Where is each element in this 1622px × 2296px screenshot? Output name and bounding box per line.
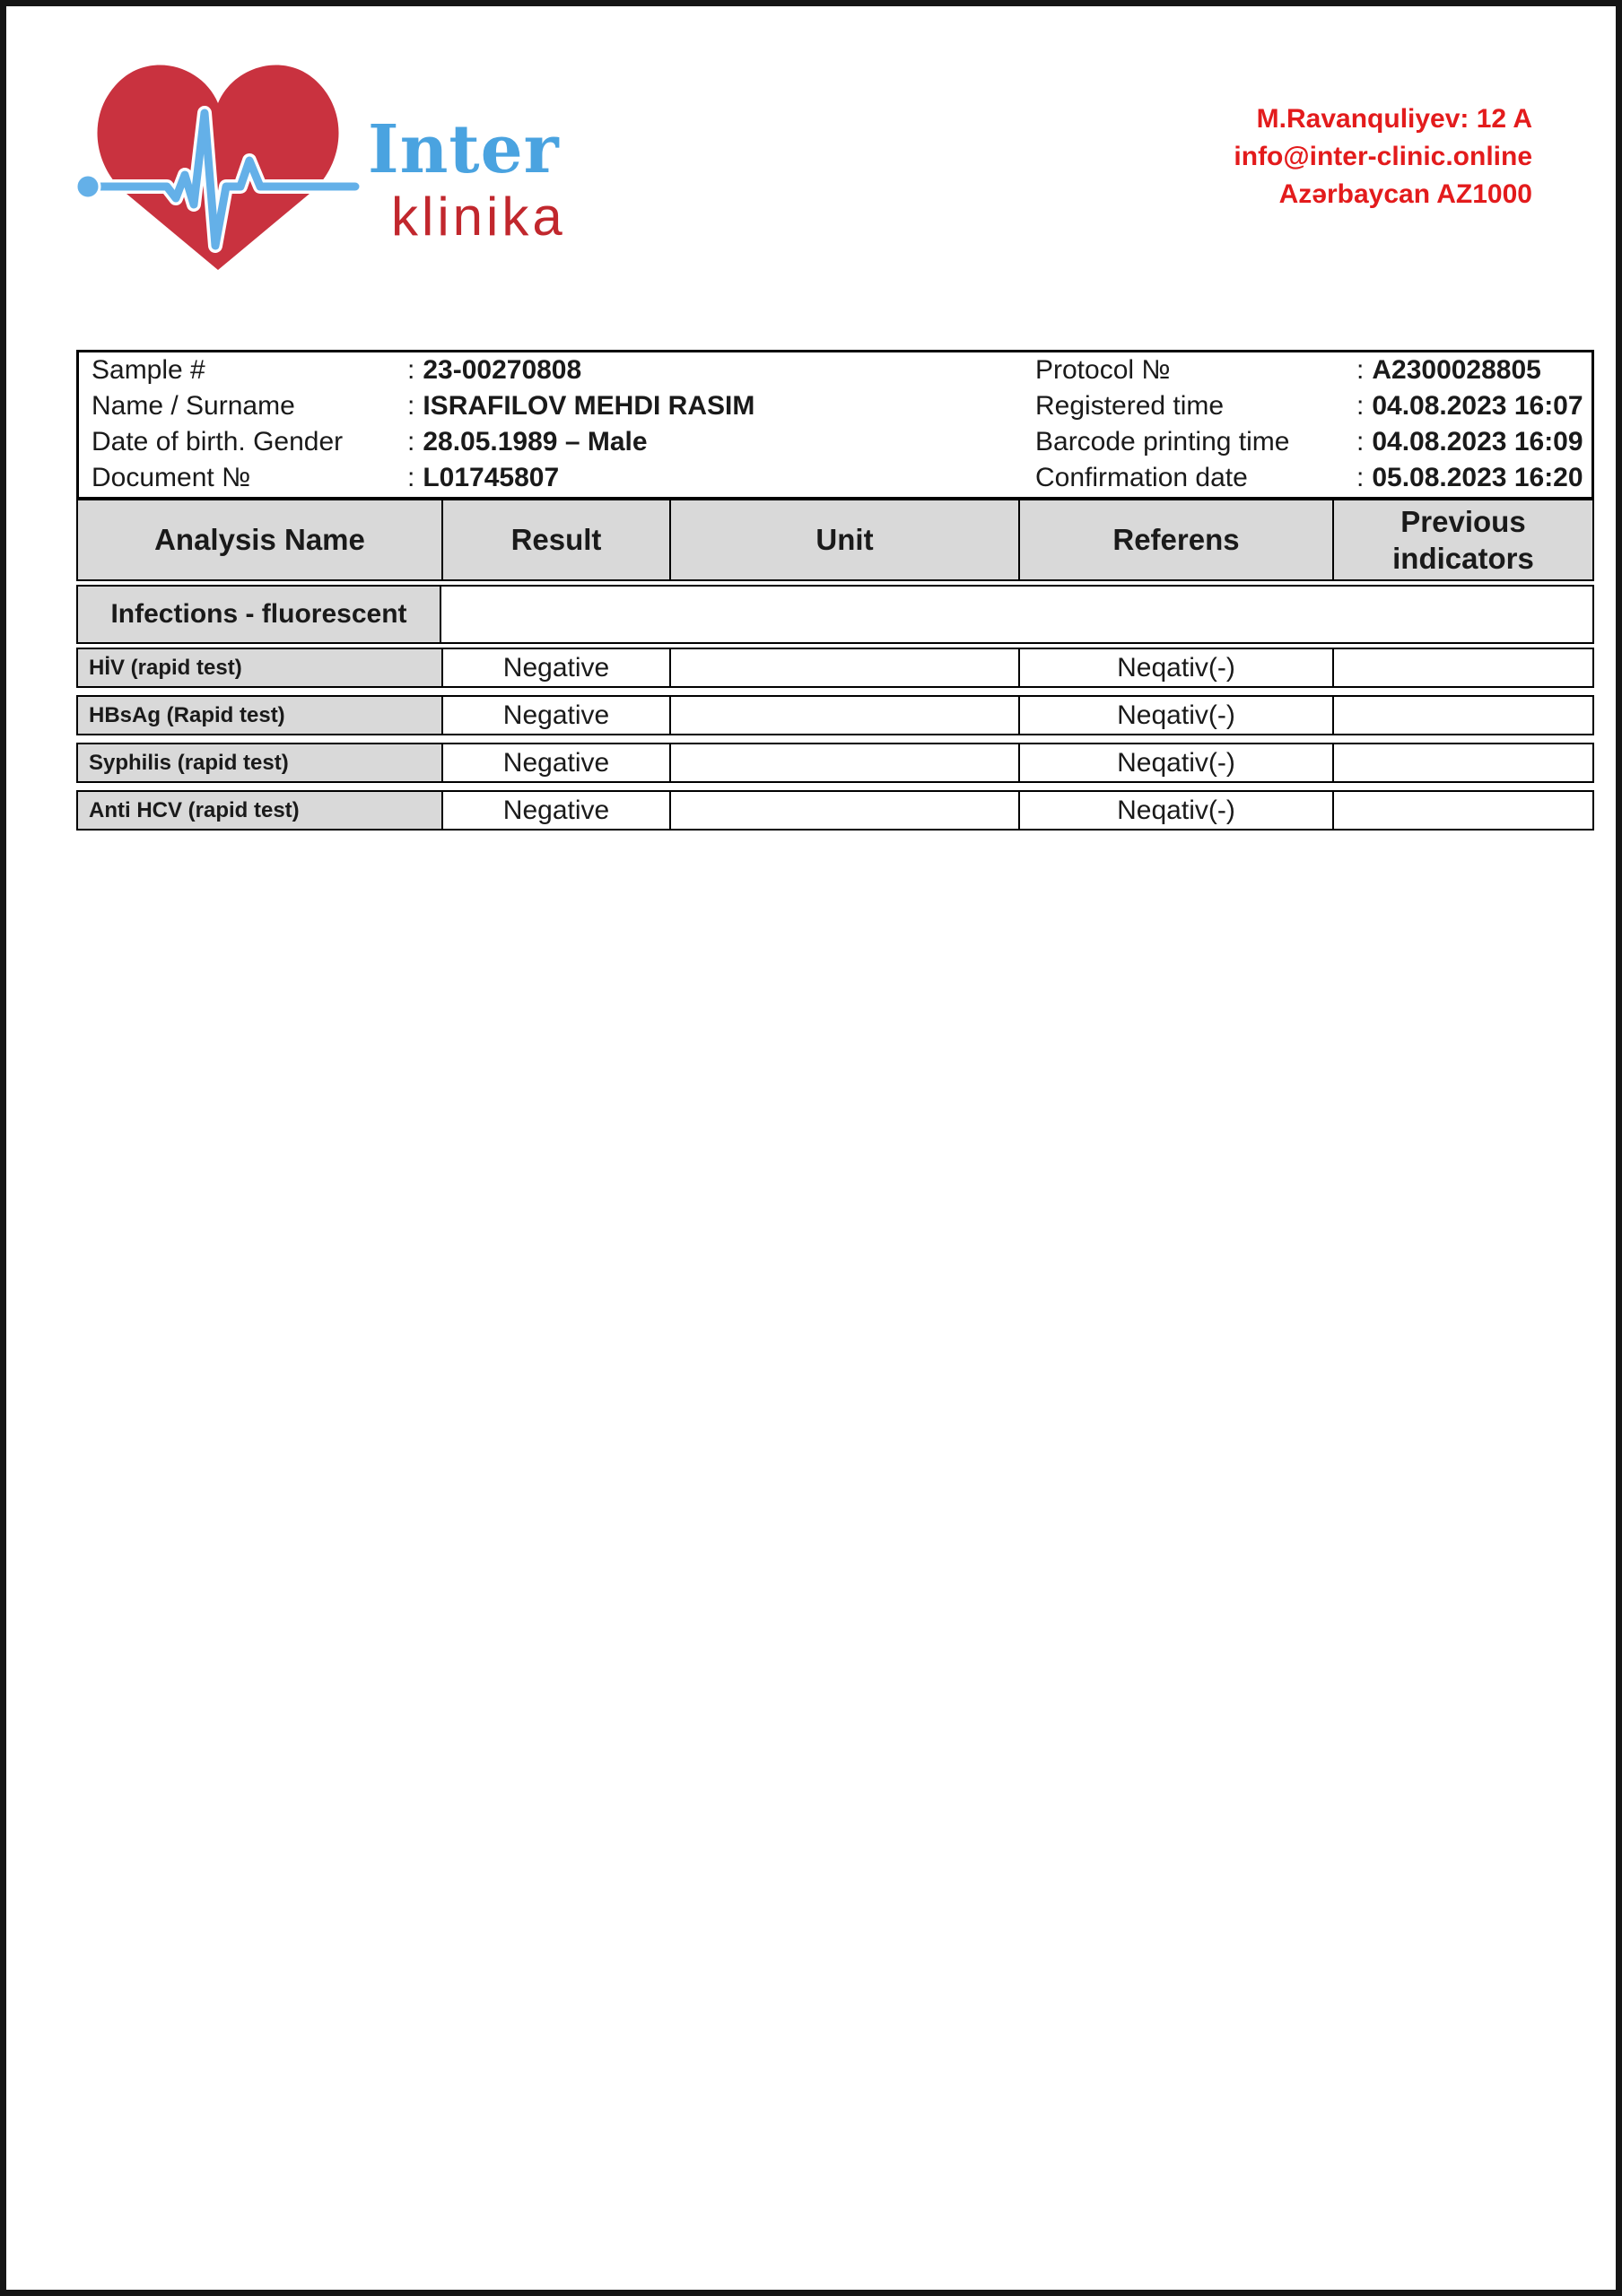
table-row — [76, 695, 1594, 735]
column-header-referens: Referens — [1018, 500, 1332, 579]
registered-time-label: Registered time — [1035, 391, 1225, 421]
result-cell: Negative — [441, 697, 669, 734]
protocol-number-label: Protocol № — [1035, 355, 1171, 385]
clinic-logo — [70, 52, 566, 276]
sample-number-text: 23-00270808 — [423, 355, 582, 385]
barcode-time-value — [1356, 427, 1591, 457]
previous-indicators-cell — [1332, 744, 1592, 781]
contact-address-line: M.Ravanquliyev: 12 A — [1256, 104, 1532, 134]
results-table-header — [76, 499, 1594, 581]
analysis-name-cell: HİV (rapid test) — [78, 649, 441, 686]
registered-time-value — [1356, 391, 1591, 422]
unit-cell — [669, 744, 1018, 781]
unit-cell — [669, 697, 1018, 734]
previous-indicators-cell — [1332, 697, 1592, 734]
column-header-result: Result — [441, 500, 669, 579]
section-row-empty-area — [441, 587, 1592, 642]
analysis-name-cell: HBsAg (Rapid test) — [78, 697, 441, 734]
document-number-text: L01745807 — [423, 463, 560, 492]
birth-gender-text: 28.05.1989 – Male — [423, 427, 648, 457]
patient-info-box — [76, 350, 1594, 500]
document-number-value — [407, 463, 1035, 493]
contact-email: info@inter-clinic.online — [1234, 142, 1532, 171]
name-surname-value — [407, 391, 1035, 422]
brand-text — [368, 52, 566, 276]
brand-name-inter: Inter — [368, 111, 560, 188]
section-row-infections — [76, 585, 1594, 644]
column-header-unit: Unit — [669, 500, 1018, 579]
previous-indicators-cell — [1332, 792, 1592, 829]
table-row — [76, 790, 1594, 831]
sample-number-value — [407, 355, 1035, 386]
referens-cell: Neqativ(-) — [1018, 697, 1332, 734]
document-number-label: Document № — [92, 463, 251, 492]
protocol-number-value — [1356, 355, 1591, 386]
separator: : — [1356, 463, 1365, 492]
unit-cell — [669, 792, 1018, 829]
analysis-name-cell: Syphilis (rapid test) — [78, 744, 441, 781]
contact-country-postcode: Azərbaycan AZ1000 — [1278, 179, 1532, 209]
birth-gender-value — [407, 427, 1035, 457]
separator: : — [407, 463, 415, 492]
analysis-name-cell: Anti HCV (rapid test) — [78, 792, 441, 829]
separator: : — [407, 391, 415, 421]
heart-ecg-icon — [70, 52, 366, 276]
table-row — [76, 743, 1594, 783]
previous-indicators-text: Previous indicators — [1392, 504, 1534, 575]
separator: : — [1356, 391, 1365, 421]
barcode-time-label: Barcode printing time — [1035, 427, 1290, 457]
separator: : — [407, 427, 415, 457]
clinic-contact-block — [1234, 100, 1532, 213]
birth-gender-label: Date of birth. Gender — [92, 427, 344, 457]
barcode-time-text: 04.08.2023 16:09 — [1372, 427, 1583, 457]
protocol-number-text: A2300028805 — [1372, 355, 1541, 385]
brand-name-klinika: klinika — [391, 187, 566, 247]
patient-info-grid — [79, 352, 1591, 497]
confirmation-date-value — [1356, 463, 1591, 493]
section-title: Infections - fluorescent — [78, 587, 441, 642]
referens-cell: Neqativ(-) — [1018, 744, 1332, 781]
confirmation-date-label: Confirmation date — [1035, 463, 1248, 492]
separator: : — [1356, 355, 1365, 385]
separator: : — [1356, 427, 1365, 457]
confirmation-date-text: 05.08.2023 16:20 — [1372, 463, 1583, 492]
referens-cell: Neqativ(-) — [1018, 649, 1332, 686]
unit-cell — [669, 649, 1018, 686]
previous-indicators-cell — [1332, 649, 1592, 686]
sample-number-label: Sample # — [92, 355, 205, 385]
table-row — [76, 648, 1594, 688]
separator: : — [407, 355, 415, 385]
result-cell: Negative — [441, 649, 669, 686]
column-header-previous-indicators — [1332, 500, 1592, 579]
result-cell: Negative — [441, 744, 669, 781]
name-surname-label: Name / Surname — [92, 391, 295, 421]
referens-cell: Neqativ(-) — [1018, 792, 1332, 829]
registered-time-text: 04.08.2023 16:07 — [1372, 391, 1583, 421]
result-cell: Negative — [441, 792, 669, 829]
column-header-analysis-name: Analysis Name — [78, 500, 441, 579]
name-surname-text: ISRAFILOV MEHDI RASIM — [423, 391, 755, 421]
